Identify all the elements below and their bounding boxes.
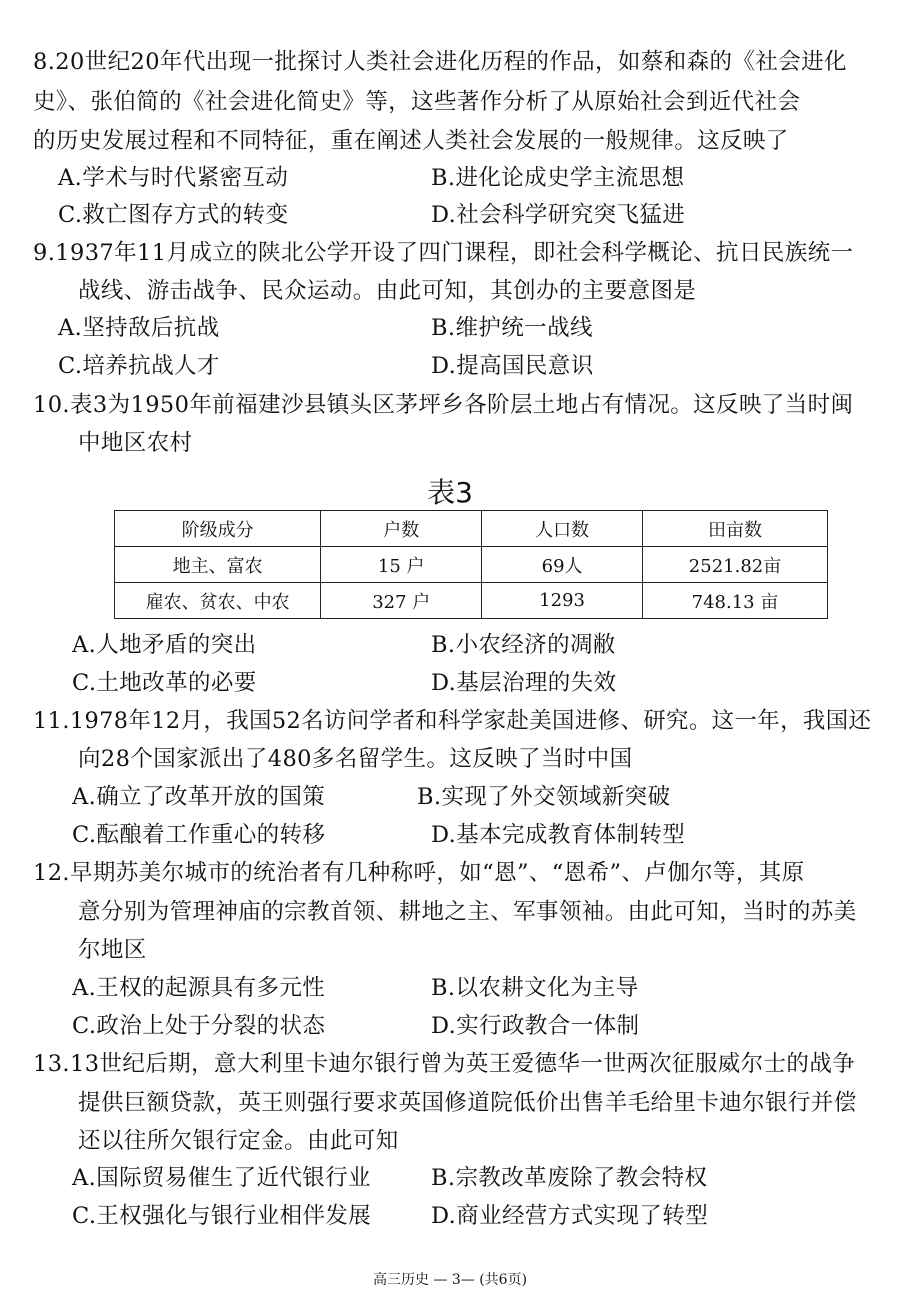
question-11-line-2: 向28个国家派出了480多名留学生。这反映了当时中国 <box>78 746 633 772</box>
question-11-option-d: D.基本完成教育体制转型 <box>431 822 686 848</box>
question-13-option-c: C.王权强化与银行业相伴发展 <box>72 1203 372 1229</box>
question-8-line-2: 史》、张伯简的《社会进化简史》等，这些著作分析了从原始社会到近代社会 <box>33 89 801 115</box>
question-12-option-d: D.实行政教合一体制 <box>431 1013 640 1039</box>
question-10-option-c: C.土地改革的必要 <box>72 670 257 696</box>
table-header-cell: 人口数 <box>482 511 643 547</box>
table-cell: 1293 <box>482 583 643 619</box>
question-13-option-d: D.商业经营方式实现了转型 <box>431 1203 709 1229</box>
table-header-cell: 阶级成分 <box>115 511 321 547</box>
table-cell: 748.13 亩 <box>643 583 828 619</box>
table-cell: 2521.82亩 <box>643 547 828 583</box>
question-8-option-b: B.进化论成史学主流思想 <box>431 165 685 191</box>
question-10-line-2: 中地区农村 <box>78 430 193 456</box>
question-10-option-b: B.小农经济的凋敝 <box>431 632 616 658</box>
table-header-cell: 户数 <box>321 511 482 547</box>
question-9-option-a: A.坚持敌后抗战 <box>58 315 220 341</box>
question-12-option-a: A.王权的起源具有多元性 <box>72 975 326 1001</box>
question-9-option-c: C.培养抗战人才 <box>58 353 220 379</box>
question-10-option-a: A.人地矛盾的突出 <box>72 632 257 658</box>
land-ownership-table <box>114 510 828 619</box>
table-row <box>115 547 828 583</box>
page-footer: 高三历史 — 3— (共6页) <box>372 1272 528 1288</box>
question-13-option-a: A.国际贸易催生了近代银行业 <box>72 1165 372 1191</box>
question-11-line-1: 11.1978年12月，我国52名访问学者和科学家赴美国进修、研究。这一年，我国还 <box>33 708 872 734</box>
question-8-option-a: A.学术与时代紧密互动 <box>58 165 289 191</box>
question-8-line-3: 的历史发展过程和不同特征，重在阐述人类社会发展的一般规律。这反映了 <box>33 128 789 154</box>
question-13-line-1: 13.13世纪后期，意大利里卡迪尔银行曾为英王爱德华一世两次征服威尔士的战争 <box>33 1051 856 1077</box>
question-12-option-c: C.政治上处于分裂的状态 <box>72 1013 326 1039</box>
question-8-line-1: 8.20世纪20年代出现一批探讨人类社会进化历程的作品，如蔡和森的《社会进化 <box>33 49 847 75</box>
question-11-option-a: A.确立了改革开放的国策 <box>72 784 326 810</box>
table-header-cell: 田亩数 <box>643 511 828 547</box>
question-13-line-3: 还以往所欠银行定金。由此可知 <box>78 1128 399 1154</box>
table-cell: 327 户 <box>321 583 482 619</box>
question-12-line-1: 12.早期苏美尔城市的统治者有几种称呼，如“恩”、“恩希”、卢伽尔等，其原 <box>33 860 805 886</box>
question-8-option-c: C.救亡图存方式的转变 <box>58 202 289 228</box>
table-header-row <box>115 511 828 547</box>
table-cell: 地主、富农 <box>115 547 321 583</box>
question-13-line-2: 提供巨额贷款，英王则强行要求英国修道院低价出售羊毛给里卡迪尔银行并偿 <box>78 1090 857 1116</box>
question-9-line-2: 战线、游击战争、民众运动。由此可知，其创办的主要意图是 <box>78 278 697 304</box>
table-row <box>115 583 828 619</box>
table-title: 表3 <box>427 476 473 509</box>
table-cell: 雇农、贫农、中农 <box>115 583 321 619</box>
question-12-line-2: 意分别为管理神庙的宗教首领、耕地之主、军事领袖。由此可知，当时的苏美 <box>78 899 857 925</box>
question-10-line-1: 10.表3为1950年前福建沙县镇头区茅坪乡各阶层土地占有情况。这反映了当时闽 <box>33 392 854 418</box>
question-12-option-b: B.以农耕文化为主导 <box>431 975 639 1001</box>
question-9-line-1: 9.1937年11月成立的陕北公学开设了四门课程，即社会科学概论、抗日民族统一 <box>33 240 854 266</box>
question-10-option-d: D.基层治理的失效 <box>431 670 617 696</box>
question-8-option-d: D.社会科学研究突飞猛进 <box>431 202 686 228</box>
question-11-option-c: C.酝酿着工作重心的转移 <box>72 822 326 848</box>
table-cell: 15 户 <box>321 547 482 583</box>
question-12-line-3: 尔地区 <box>78 937 147 963</box>
question-11-option-b: B.实现了外交领域新突破 <box>417 784 671 810</box>
question-13-option-b: B.宗教改革废除了教会特权 <box>431 1165 708 1191</box>
question-9-option-d: D.提高国民意识 <box>431 353 594 379</box>
question-9-option-b: B.维护统一战线 <box>431 315 593 341</box>
table-cell: 69人 <box>482 547 643 583</box>
